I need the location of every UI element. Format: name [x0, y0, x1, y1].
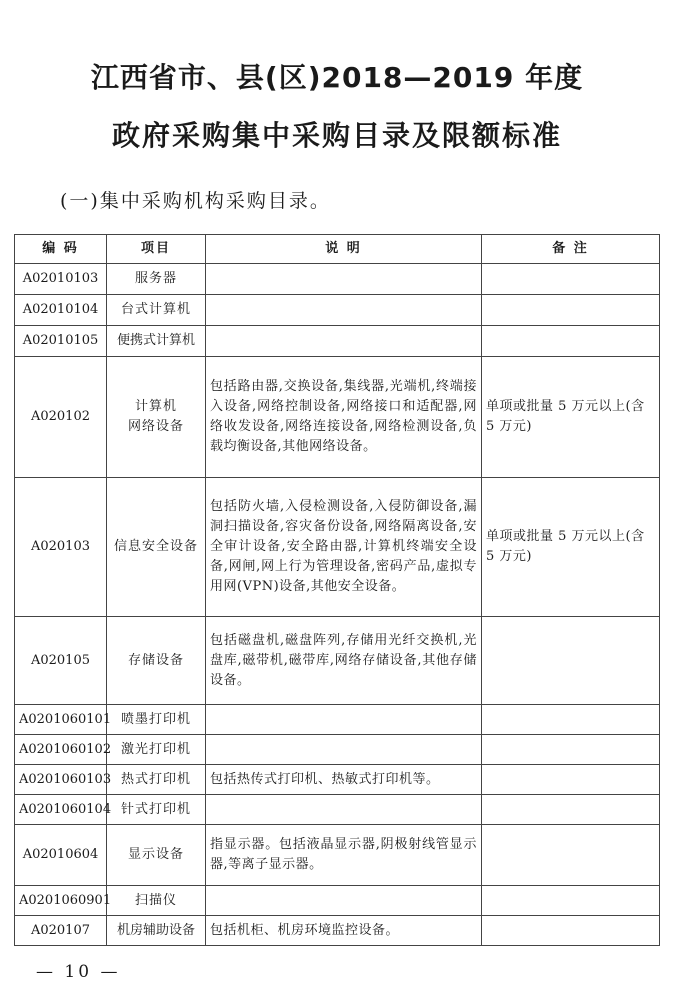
cell-code: A020107	[15, 916, 107, 946]
cell-note	[482, 617, 660, 705]
cell-item: 机房辅助设备	[107, 916, 206, 946]
table-row	[15, 735, 660, 765]
cell-note	[482, 916, 660, 946]
cell-description	[206, 886, 482, 916]
cell-note	[482, 326, 660, 357]
cell-description: 包括路由器,交换设备,集线器,光端机,终端接入设备,网络控制设备,网络接口和适配器,网络收发设备,网络连接设备,网络检测设备,负载均衡设备,其他网络设备。	[206, 357, 482, 478]
cell-description	[206, 295, 482, 326]
document-title-line-1: 江西省市、县(区)2018—2019 年度	[90, 61, 584, 94]
cell-item: 计算机 网络设备	[107, 357, 206, 478]
cell-code: A0201060102	[15, 735, 107, 765]
table-row	[15, 886, 660, 916]
cell-code: A02010103	[15, 264, 107, 295]
cell-code: A020105	[15, 617, 107, 705]
cell-description	[206, 705, 482, 735]
cell-description: 指显示器。包括液晶显示器,阴极射线管显示器,等离子显示器。	[206, 825, 482, 886]
cell-code: A02010604	[15, 825, 107, 886]
header-note: 备 注	[482, 235, 660, 264]
table-row	[15, 326, 660, 357]
cell-note	[482, 705, 660, 735]
cell-item: 显示设备	[107, 825, 206, 886]
cell-item: 台式计算机	[107, 295, 206, 326]
cell-item: 热式打印机	[107, 765, 206, 795]
cell-description	[206, 735, 482, 765]
cell-code: A0201060901	[15, 886, 107, 916]
cell-code: A02010105	[15, 326, 107, 357]
table-row	[15, 705, 660, 735]
cell-description	[206, 795, 482, 825]
cell-note	[482, 264, 660, 295]
header-description: 说 明	[206, 235, 482, 264]
cell-description	[206, 326, 482, 357]
table-row	[15, 916, 660, 946]
cell-item: 信息安全设备	[107, 478, 206, 617]
section-heading: (一)集中采购机构采购目录。	[60, 190, 331, 212]
table-row	[15, 795, 660, 825]
cell-item: 扫描仪	[107, 886, 206, 916]
table-row	[15, 357, 660, 478]
cell-code: A0201060104	[15, 795, 107, 825]
page-number: — 10 —	[36, 962, 121, 982]
cell-item: 激光打印机	[107, 735, 206, 765]
cell-description: 包括热传式打印机、热敏式打印机等。	[206, 765, 482, 795]
cell-item: 针式打印机	[107, 795, 206, 825]
table-row	[15, 478, 660, 617]
cell-item: 便携式计算机	[107, 326, 206, 357]
cell-item: 存储设备	[107, 617, 206, 705]
cell-note	[482, 795, 660, 825]
table-row	[15, 765, 660, 795]
table-row	[15, 825, 660, 886]
cell-description: 包括机柜、机房环境监控设备。	[206, 916, 482, 946]
procurement-catalog-table	[14, 234, 660, 946]
cell-code: A0201060103	[15, 765, 107, 795]
table-header-row	[15, 235, 660, 264]
cell-code: A020103	[15, 478, 107, 617]
cell-note: 单项或批量 5 万元以上(含 5 万元)	[482, 478, 660, 617]
cell-note	[482, 295, 660, 326]
cell-note	[482, 765, 660, 795]
table-row	[15, 264, 660, 295]
table-row	[15, 617, 660, 705]
cell-code: A020102	[15, 357, 107, 478]
header-item: 项目	[107, 235, 206, 264]
header-code: 编 码	[15, 235, 107, 264]
cell-note	[482, 886, 660, 916]
cell-note	[482, 735, 660, 765]
cell-note	[482, 825, 660, 886]
cell-description: 包括磁盘机,磁盘阵列,存储用光纤交换机,光盘库,磁带机,磁带库,网络存储设备,其他存储设备。	[206, 617, 482, 705]
cell-item: 服务器	[107, 264, 206, 295]
cell-item: 喷墨打印机	[107, 705, 206, 735]
document-title-line-2: 政府采购集中采购目录及限额标准	[111, 119, 562, 152]
cell-description	[206, 264, 482, 295]
cell-code: A02010104	[15, 295, 107, 326]
table-row	[15, 295, 660, 326]
cell-code: A0201060101	[15, 705, 107, 735]
cell-description: 包括防火墙,入侵检测设备,入侵防御设备,漏洞扫描设备,容灾备份设备,网络隔离设备,安全审计设备,安全路由器,计算机终端安全设备,网闸,网上行为管理设备,密码产品,虚拟专用网(VPN)设备,其他安全设备。	[206, 478, 482, 617]
cell-note: 单项或批量 5 万元以上(含 5 万元)	[482, 357, 660, 478]
